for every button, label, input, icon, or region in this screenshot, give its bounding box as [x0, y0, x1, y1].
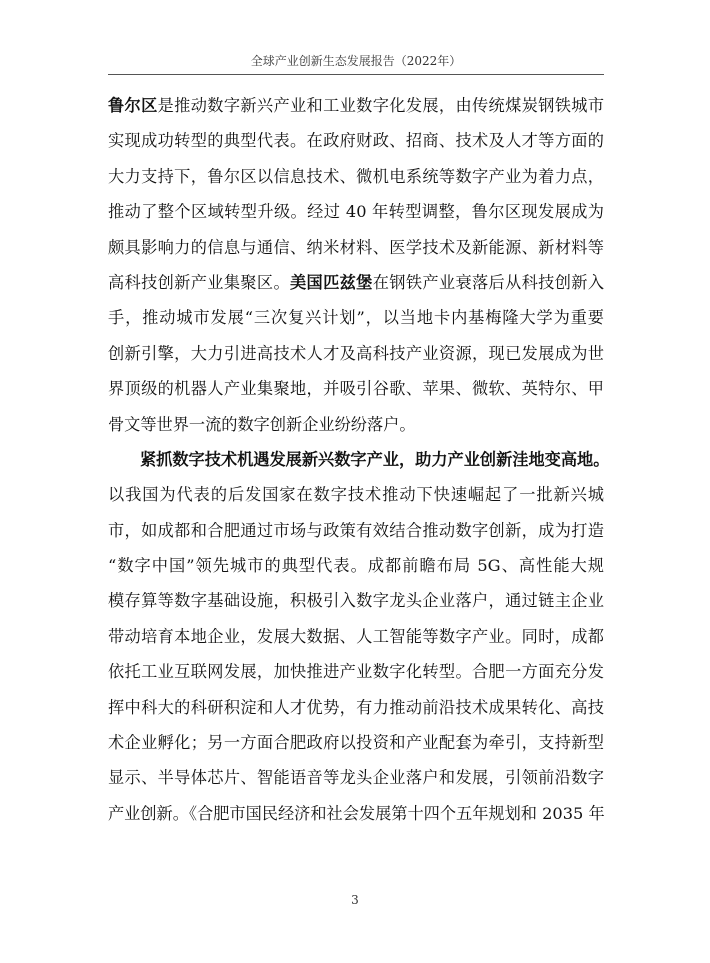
text-line: 以我国为代表的后发国家在数字技术推动下快速崛起了一批新兴城 — [108, 485, 604, 505]
text-line: 术企业孵化；另一方面合肥政府以投资和产业配套为牵引，支持新型 — [108, 733, 604, 753]
text-line: 大力支持下，鲁尔区以信息技术、微机电系统等数字产业为着力点， — [108, 166, 604, 186]
body-text — [108, 88, 610, 831]
paragraph-heading: 紧抓数字技术机遇发展新兴数字产业，助力产业创新洼地变高地。 — [140, 449, 610, 469]
text-line: 带动培育本地企业，发展大数据、人工智能等数字产业。同时，成都 — [108, 626, 604, 646]
text-line: 产业创新。《合肥市国民经济和社会发展第十四个五年规划和 2035 年 — [108, 803, 605, 823]
paragraph-digital-industry — [108, 442, 610, 831]
text-line: 高科技创新产业集聚区。美国匹兹堡在钢铁产业衰落后从科技创新入 — [108, 272, 605, 292]
page-number: 3 — [351, 893, 359, 907]
text-line: “数字中国”领先城市的典型代表。成都前瞻布局 5G、高性能大规 — [108, 556, 604, 576]
text-line: 界顶级的机器人产业集聚地，并吸引谷歌、苹果、微软、英特尔、甲 — [108, 379, 604, 399]
text-line: 实现成功转型的典型代表。在政府财政、招商、技术及人才等方面的 — [108, 131, 604, 151]
running-header: 全球产业创新生态发展报告（2022年） — [108, 52, 604, 75]
highlight-ruhr: 鲁尔区 — [108, 96, 158, 115]
text-line: 骨文等世界一流的数字创新企业纷纷落户。 — [108, 414, 416, 434]
highlight-pittsburgh: 美国匹兹堡 — [290, 272, 373, 292]
text-line: 模存算等数字基础设施，积极引入数字龙头企业落户，通过链主企业 — [108, 591, 604, 611]
text-line: 鲁尔区是推动数字新兴产业和工业数字化发展，由传统煤炭钢铁城市 — [108, 96, 605, 115]
text-line: 创新引擎，大力引进高技术人才及高科技产业资源，现已发展成为世 — [108, 343, 604, 363]
text-line: 依托工业互联网发展，加快推进产业数字化转型。合肥一方面充分发 — [108, 662, 604, 682]
text-line: 挥中科大的科研积淀和人才优势，有力推动前沿技术成果转化、高技 — [108, 697, 604, 717]
text-line: 颇具影响力的信息与通信、纳米材料、医学技术及新能源、新材料等 — [108, 237, 604, 257]
paragraph-ruhr-pittsburgh — [108, 88, 604, 442]
text-line: 市，如成都和合肥通过市场与政策有效结合推动数字创新，成为打造 — [108, 520, 604, 540]
text-line: 手，推动城市发展“三次复兴计划”，以当地卡内基梅隆大学为重要 — [108, 308, 604, 328]
text-line: 推动了整个区域转型升级。经过 40 年转型调整，鲁尔区现发展成为 — [108, 202, 604, 222]
text-line: 显示、半导体芯片、智能语音等龙头企业落户和发展，引领前沿数字 — [108, 768, 604, 788]
